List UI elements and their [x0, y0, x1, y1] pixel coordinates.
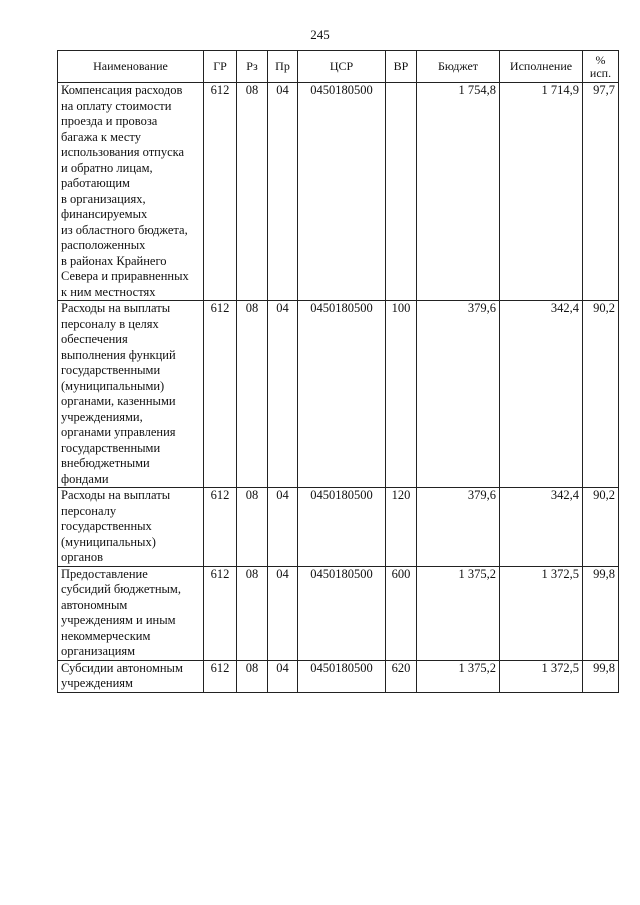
row-pr: 04 — [268, 566, 298, 660]
row-percent: 99,8 — [583, 566, 619, 660]
row-vr — [386, 83, 417, 301]
page-number: 245 — [310, 27, 330, 42]
header-rz: Рз — [237, 51, 268, 83]
row-gr: 612 — [204, 488, 237, 567]
table-row — [58, 660, 619, 692]
budget-table — [57, 50, 619, 693]
row-percent: 90,2 — [583, 488, 619, 567]
row-rz: 08 — [237, 566, 268, 660]
row-pr: 04 — [268, 660, 298, 692]
header-pr: Пр — [268, 51, 298, 83]
row-rz: 08 — [237, 660, 268, 692]
row-execution: 342,4 — [500, 488, 583, 567]
header-gr: ГР — [204, 51, 237, 83]
table-row — [58, 566, 619, 660]
row-rz: 08 — [237, 301, 268, 488]
row-name: Компенсация расходов на оплату стоимости проезда и провоза багажа к месту использования отпуска и обратно лицам, работающим в организациях, финансируемых из областного бюджета, расположенных в районах Крайнего Севера и приравненных к ним местностях — [58, 83, 204, 301]
row-percent: 97,7 — [583, 83, 619, 301]
header-name: Наименование — [58, 51, 204, 83]
row-gr: 612 — [204, 660, 237, 692]
row-name: Расходы на выплаты персоналу государственных (муниципальных) органов — [58, 488, 204, 567]
row-csr: 0450180500 — [298, 660, 386, 692]
row-execution: 1 714,9 — [500, 83, 583, 301]
row-gr: 612 — [204, 83, 237, 301]
header-budget: Бюджет — [417, 51, 500, 83]
row-pr: 04 — [268, 83, 298, 301]
header-vr: ВР — [386, 51, 417, 83]
header-csr: ЦСР — [298, 51, 386, 83]
row-pr: 04 — [268, 301, 298, 488]
row-budget: 1 375,2 — [417, 660, 500, 692]
header-percent: % исп. — [583, 51, 619, 83]
row-csr: 0450180500 — [298, 301, 386, 488]
row-vr: 100 — [386, 301, 417, 488]
row-name: Расходы на выплаты персоналу в целях обеспечения выполнения функций государственными (муниципальными) органами, казенными учреждениями, органами управления государственными внебюджетными фондами — [58, 301, 204, 488]
row-name: Субсидии автономным учреждениям — [58, 660, 204, 692]
row-vr: 600 — [386, 566, 417, 660]
table-header-row — [58, 51, 619, 83]
table-row — [58, 83, 619, 301]
row-execution: 342,4 — [500, 301, 583, 488]
row-rz: 08 — [237, 83, 268, 301]
row-csr: 0450180500 — [298, 488, 386, 567]
row-budget: 379,6 — [417, 301, 500, 488]
table-row — [58, 488, 619, 567]
row-percent: 99,8 — [583, 660, 619, 692]
row-pr: 04 — [268, 488, 298, 567]
row-budget: 1 375,2 — [417, 566, 500, 660]
row-percent: 90,2 — [583, 301, 619, 488]
row-execution: 1 372,5 — [500, 566, 583, 660]
row-rz: 08 — [237, 488, 268, 567]
row-name: Предоставление субсидий бюджетным, автономным учреждениям и иным некоммерческим организациям — [58, 566, 204, 660]
row-csr: 0450180500 — [298, 566, 386, 660]
table-row — [58, 301, 619, 488]
row-gr: 612 — [204, 301, 237, 488]
row-vr: 620 — [386, 660, 417, 692]
row-budget: 379,6 — [417, 488, 500, 567]
row-execution: 1 372,5 — [500, 660, 583, 692]
row-gr: 612 — [204, 566, 237, 660]
row-csr: 0450180500 — [298, 83, 386, 301]
header-execution: Исполнение — [500, 51, 583, 83]
row-budget: 1 754,8 — [417, 83, 500, 301]
row-vr: 120 — [386, 488, 417, 567]
